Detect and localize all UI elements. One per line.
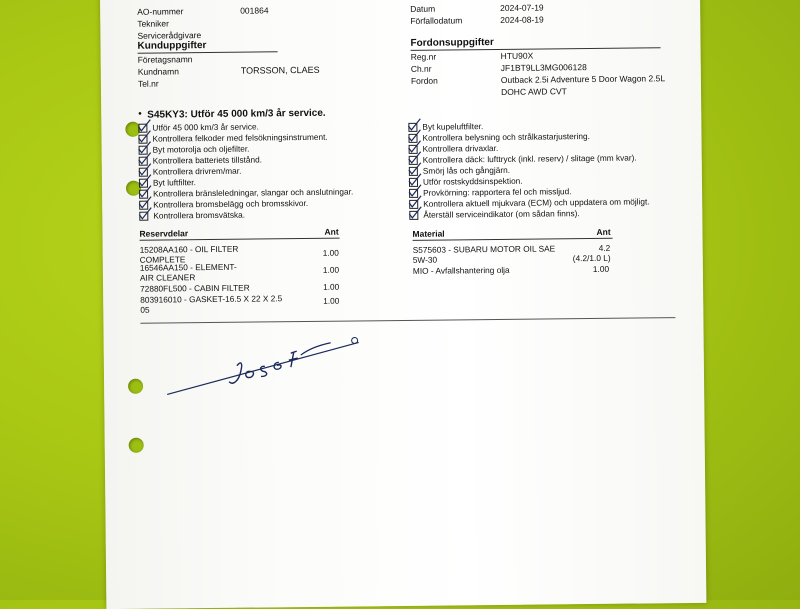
company-label: Företagsnamn — [137, 54, 193, 65]
punch-hole — [129, 438, 144, 453]
checklist-item-label: Återställ serviceindikator (om sådan finns). — [423, 208, 580, 220]
checklist-item-label: Kontrollera aktuell mjukvara (ECM) och uppdatera om möjligt. — [423, 196, 650, 209]
chassis-label: Ch.nr — [410, 63, 432, 74]
material-row-1-qty-detail: (4.2/1.0 L) — [572, 252, 611, 264]
material-row-2-qty: 1.00 — [592, 263, 610, 274]
handwritten-signature — [159, 334, 380, 396]
checklist-item-label: Byt motorolja och oljefilter. — [152, 143, 250, 155]
material-row-2-desc: MIO - Avfallshantering olja — [412, 264, 510, 276]
technician-label: Tekniker — [137, 18, 170, 29]
material-row-1-qty: 4.2 — [598, 242, 611, 253]
parts-qty-header: Ant — [324, 226, 339, 237]
service-title: S45KY3: Utför 45 000 km/3 år service. — [147, 107, 326, 121]
check-mark-icon — [408, 206, 422, 220]
checklist-item-label: Kontrollera belysning och strålkastarjustering. — [422, 131, 590, 143]
material-qty-header: Ant — [596, 226, 611, 237]
checklist-item-label: Utför rostskyddsinspektion. — [422, 175, 523, 187]
part-row-1-desc: 15208AA160 - OIL FILTER COMPLETE — [139, 243, 239, 265]
material-title: Material — [412, 228, 445, 239]
checklist-item-label: Kontrollera felkoder med felsökningsinstrument. — [152, 131, 328, 144]
punch-hole — [128, 379, 143, 394]
part-row-3-desc: 72880FL500 - CABIN FILTER — [140, 282, 250, 294]
check-mark-icon — [138, 207, 152, 221]
customer-name-value: TORSSON, CLAES — [240, 64, 320, 76]
customer-name-label: Kundnamn — [137, 66, 179, 77]
checklist-item-label: Kontrollera drivaxlar. — [422, 142, 499, 154]
checklist-item-label: Kontrollera däck: lufttryck (inkl. reserv) / slitage (mm kvar). — [422, 152, 637, 165]
customer-section-title: Kunduppgifter — [137, 40, 207, 52]
checklist-item-label: Smörj lås och gångjärn. — [422, 164, 511, 176]
checklist-item-label: Byt luftfilter. — [152, 177, 196, 188]
reg-label: Reg.nr — [410, 51, 437, 62]
part-row-4-qty: 1.00 — [323, 295, 340, 306]
vehicle-section-title: Fordonsuppgifter — [410, 37, 494, 49]
due-date-label: Förfallodatum — [410, 15, 463, 26]
part-row-1-qty: 1.00 — [322, 247, 339, 258]
material-row-1-desc: S575603 - SUBARU MOTOR OIL SAE 5W-30 — [412, 243, 556, 265]
checklist-item-label: Kontrollera bromsvätska. — [153, 209, 246, 221]
checklist-item-label: Utför 45 000 km/3 år service. — [152, 121, 259, 133]
parts-title: Reservdelar — [139, 228, 189, 239]
checklist-item-label: Kontrollera bränsleledningar, slangar och anslutningar. — [153, 186, 354, 199]
date-label: Datum — [410, 3, 436, 14]
part-row-4-desc: 803916010 - GASKET-16.5 X 22 X 2.5 05 — [140, 293, 283, 315]
vehicle-model-label: Fordon — [410, 75, 438, 86]
ao-number-value: 001864 — [240, 5, 269, 16]
checklist-item-label: Kontrollera drivrem/mar. — [152, 165, 242, 177]
chassis-value: JF1BT9LL3MG006128 — [500, 62, 587, 73]
part-row-2-desc: 16546AA150 - ELEMENT-AIR CLEANER — [139, 261, 237, 283]
ao-number-label: AO-nummer — [137, 6, 184, 17]
reg-value: HTU90X — [500, 50, 534, 61]
part-row-2-qty: 1.00 — [322, 264, 340, 275]
service-advisor-label: Servicerådgivare — [137, 30, 202, 41]
work-order-sheet — [100, 0, 706, 609]
vehicle-model-line1: Outback 2.5i Adventure 5 Door Wagon 2.5L — [500, 73, 666, 85]
checklist-item-label: Kontrollera bromsbelägg och bromsskivor. — [153, 197, 309, 210]
checklist-item-label: Byt kupeluftfilter. — [422, 121, 484, 132]
checklist-item-label: Kontrollera batteriets tillstånd. — [152, 154, 263, 166]
vehicle-model-line2: DOHC AWD CVT — [500, 86, 567, 97]
phone-label: Tel.nr — [137, 78, 159, 89]
section-underline — [138, 51, 278, 53]
checklist-item-label: Provkörning: rapportera fel och missljud. — [423, 186, 572, 198]
section-divider — [140, 317, 675, 324]
part-row-3-qty: 1.00 — [323, 281, 340, 292]
date-value: 2024-07-19 — [500, 2, 544, 13]
bullet-icon: • — [138, 108, 142, 120]
due-date-value: 2024-08-19 — [500, 14, 544, 25]
